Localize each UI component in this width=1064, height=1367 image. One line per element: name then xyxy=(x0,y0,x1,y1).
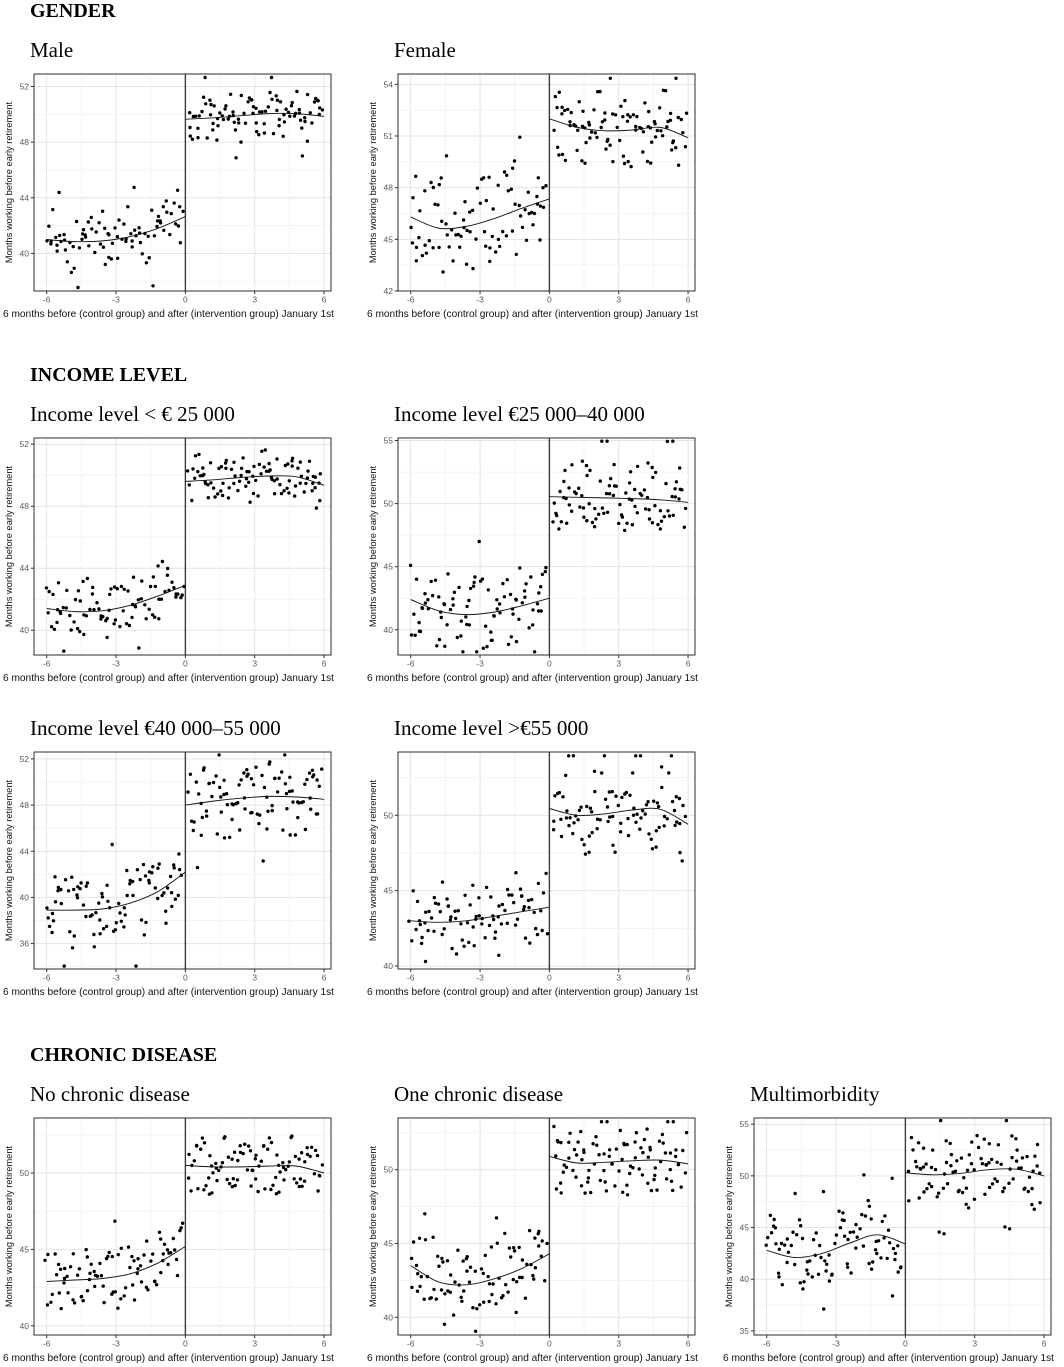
scatter-chart-female xyxy=(366,72,701,322)
plot-title-male: Male xyxy=(30,38,74,62)
scatter-chart-income-lt-25000 xyxy=(2,436,337,686)
svg-text:-3: -3 xyxy=(476,294,484,305)
section-heading-gender: GENDER xyxy=(30,0,116,22)
scatter-chart-no-chronic-disease xyxy=(2,1116,337,1366)
plot-title-multimorbidity: Multimorbidity xyxy=(750,1082,880,1106)
svg-text:-3: -3 xyxy=(832,1338,840,1349)
x-axis-label: 6 months before (control group) and after (intervention group) January 1st xyxy=(3,309,335,320)
svg-text:3: 3 xyxy=(252,1338,258,1349)
svg-text:-3: -3 xyxy=(476,1338,484,1349)
scatter-chart-one-chronic-disease xyxy=(366,1116,701,1366)
svg-text:0: 0 xyxy=(183,972,188,983)
svg-text:45: 45 xyxy=(383,885,393,896)
svg-text:6: 6 xyxy=(321,1338,327,1349)
y-axis-label: Months working before early retirement xyxy=(368,779,378,942)
plot-income-gt-55000 xyxy=(366,716,706,1000)
svg-text:6: 6 xyxy=(321,972,327,983)
svg-text:0: 0 xyxy=(547,972,552,983)
svg-text:6: 6 xyxy=(685,294,691,305)
svg-text:-6: -6 xyxy=(42,1338,51,1349)
scatter-chart-multimorbidity xyxy=(722,1116,1057,1366)
y-axis-label: Months working before early retirement xyxy=(4,779,14,942)
svg-text:0: 0 xyxy=(183,658,188,669)
plot-one-chronic-disease xyxy=(366,1082,706,1366)
svg-text:44: 44 xyxy=(19,192,29,203)
svg-text:45: 45 xyxy=(383,234,393,245)
svg-text:-6: -6 xyxy=(42,294,51,305)
y-axis-label: Months working before early retirement xyxy=(4,101,14,264)
panel-background xyxy=(34,438,331,655)
svg-text:40: 40 xyxy=(19,1320,29,1331)
svg-text:35: 35 xyxy=(739,1325,749,1336)
svg-text:0: 0 xyxy=(547,1338,552,1349)
svg-text:44: 44 xyxy=(19,846,29,857)
svg-text:40: 40 xyxy=(19,248,29,259)
plot-title-income-40000-55000: Income level €40 000–55 000 xyxy=(30,716,281,740)
plot-male xyxy=(2,38,342,322)
svg-text:51: 51 xyxy=(383,131,393,141)
svg-text:55: 55 xyxy=(383,436,393,446)
plot-title-one-chronic-disease: One chronic disease xyxy=(394,1082,564,1106)
svg-text:45: 45 xyxy=(383,1238,393,1249)
plot-no-chronic-disease xyxy=(2,1082,342,1366)
svg-text:54: 54 xyxy=(383,79,393,90)
svg-text:0: 0 xyxy=(547,294,552,305)
x-axis-label: 6 months before (control group) and after (intervention group) January 1st xyxy=(3,987,335,998)
y-axis-label: Months working before early retirement xyxy=(4,465,14,628)
svg-text:-6: -6 xyxy=(42,972,51,983)
svg-text:6: 6 xyxy=(685,1338,691,1349)
y-axis-label: Months working before early retirement xyxy=(724,1145,734,1308)
svg-text:52: 52 xyxy=(19,439,29,450)
x-axis-label: 6 months before (control group) and after (intervention group) January 1st xyxy=(723,1353,1055,1364)
plot-multimorbidity xyxy=(722,1082,1062,1366)
svg-text:3: 3 xyxy=(252,294,258,305)
plot-income-lt-25000 xyxy=(2,402,342,686)
panel-background xyxy=(398,438,695,655)
svg-text:-6: -6 xyxy=(42,658,51,669)
x-axis-label: 6 months before (control group) and after (intervention group) January 1st xyxy=(3,1353,335,1364)
plot-title-female: Female xyxy=(394,38,456,62)
x-axis-label: 6 months before (control group) and after (intervention group) January 1st xyxy=(367,1353,699,1364)
svg-text:50: 50 xyxy=(19,1168,29,1179)
panel-background xyxy=(34,1118,331,1335)
scatter-chart-income-25000-40000 xyxy=(366,436,701,686)
svg-text:0: 0 xyxy=(547,658,552,669)
svg-text:-3: -3 xyxy=(476,972,484,983)
svg-text:36: 36 xyxy=(19,938,29,949)
svg-text:-3: -3 xyxy=(112,972,120,983)
svg-text:50: 50 xyxy=(383,498,393,509)
x-axis-label: 6 months before (control group) and after (intervention group) January 1st xyxy=(3,673,335,684)
svg-text:6: 6 xyxy=(685,972,691,983)
svg-text:-6: -6 xyxy=(406,294,415,305)
svg-text:50: 50 xyxy=(383,810,393,821)
plot-title-no-chronic-disease: No chronic disease xyxy=(30,1082,190,1106)
svg-text:40: 40 xyxy=(19,625,29,636)
svg-text:-3: -3 xyxy=(112,658,120,669)
svg-text:-6: -6 xyxy=(406,658,415,669)
svg-text:3: 3 xyxy=(252,972,258,983)
panel-background xyxy=(398,74,695,291)
svg-text:40: 40 xyxy=(383,1312,393,1323)
panel-background xyxy=(398,752,695,969)
svg-text:48: 48 xyxy=(383,182,393,193)
plot-income-25000-40000 xyxy=(366,402,706,686)
svg-text:55: 55 xyxy=(739,1119,749,1130)
plot-title-income-25000-40000: Income level €25 000–40 000 xyxy=(394,402,645,426)
y-axis-label: Months working before early retirement xyxy=(368,101,378,264)
plot-female xyxy=(366,38,706,322)
section-heading-chronic-disease: CHRONIC DISEASE xyxy=(30,1044,218,1066)
y-axis-label: Months working before early retirement xyxy=(368,465,378,628)
svg-text:40: 40 xyxy=(739,1274,749,1285)
svg-text:6: 6 xyxy=(685,658,691,669)
panel-background xyxy=(34,74,331,291)
svg-text:3: 3 xyxy=(616,1338,622,1349)
scatter-chart-income-40000-55000 xyxy=(2,750,337,1000)
svg-text:40: 40 xyxy=(383,624,393,635)
svg-text:6: 6 xyxy=(1041,1338,1047,1349)
y-axis-label: Months working before early retirement xyxy=(368,1145,378,1308)
svg-text:50: 50 xyxy=(383,1164,393,1175)
svg-text:48: 48 xyxy=(19,501,29,512)
svg-text:52: 52 xyxy=(19,81,29,92)
svg-text:-3: -3 xyxy=(476,658,484,669)
svg-text:3: 3 xyxy=(616,658,622,669)
svg-text:42: 42 xyxy=(383,286,393,296)
svg-text:45: 45 xyxy=(19,1244,29,1255)
scatter-chart-male xyxy=(2,72,337,322)
svg-text:40: 40 xyxy=(19,892,29,903)
svg-text:48: 48 xyxy=(19,800,29,811)
svg-text:0: 0 xyxy=(903,1338,908,1349)
scatter-chart-income-gt-55000 xyxy=(366,750,701,1000)
svg-text:-3: -3 xyxy=(112,294,120,305)
svg-text:3: 3 xyxy=(616,972,622,983)
y-axis-label: Months working before early retirement xyxy=(4,1145,14,1308)
x-axis-label: 6 months before (control group) and after (intervention group) January 1st xyxy=(367,673,699,684)
svg-text:48: 48 xyxy=(19,137,29,148)
plot-title-income-gt-55000: Income level >€55 000 xyxy=(394,716,589,740)
svg-text:45: 45 xyxy=(383,561,393,572)
svg-text:-6: -6 xyxy=(406,972,415,983)
svg-text:-6: -6 xyxy=(406,1338,415,1349)
plot-title-income-lt-25000: Income level < € 25 000 xyxy=(30,402,235,426)
svg-text:50: 50 xyxy=(739,1170,749,1181)
svg-text:44: 44 xyxy=(19,563,29,574)
x-axis-label: 6 months before (control group) and after (intervention group) January 1st xyxy=(367,987,699,998)
svg-text:3: 3 xyxy=(252,658,258,669)
svg-text:0: 0 xyxy=(183,1338,188,1349)
x-axis-label: 6 months before (control group) and after (intervention group) January 1st xyxy=(367,309,699,320)
svg-text:40: 40 xyxy=(383,960,393,971)
svg-text:-6: -6 xyxy=(762,1338,771,1349)
svg-text:0: 0 xyxy=(183,294,188,305)
svg-text:3: 3 xyxy=(972,1338,978,1349)
svg-text:6: 6 xyxy=(321,658,327,669)
svg-text:52: 52 xyxy=(19,753,29,764)
plot-income-40000-55000 xyxy=(2,716,342,1000)
svg-text:6: 6 xyxy=(321,294,327,305)
svg-text:45: 45 xyxy=(739,1222,749,1233)
svg-text:-3: -3 xyxy=(112,1338,120,1349)
section-heading-income-level: INCOME LEVEL xyxy=(30,364,188,386)
svg-text:3: 3 xyxy=(616,294,622,305)
